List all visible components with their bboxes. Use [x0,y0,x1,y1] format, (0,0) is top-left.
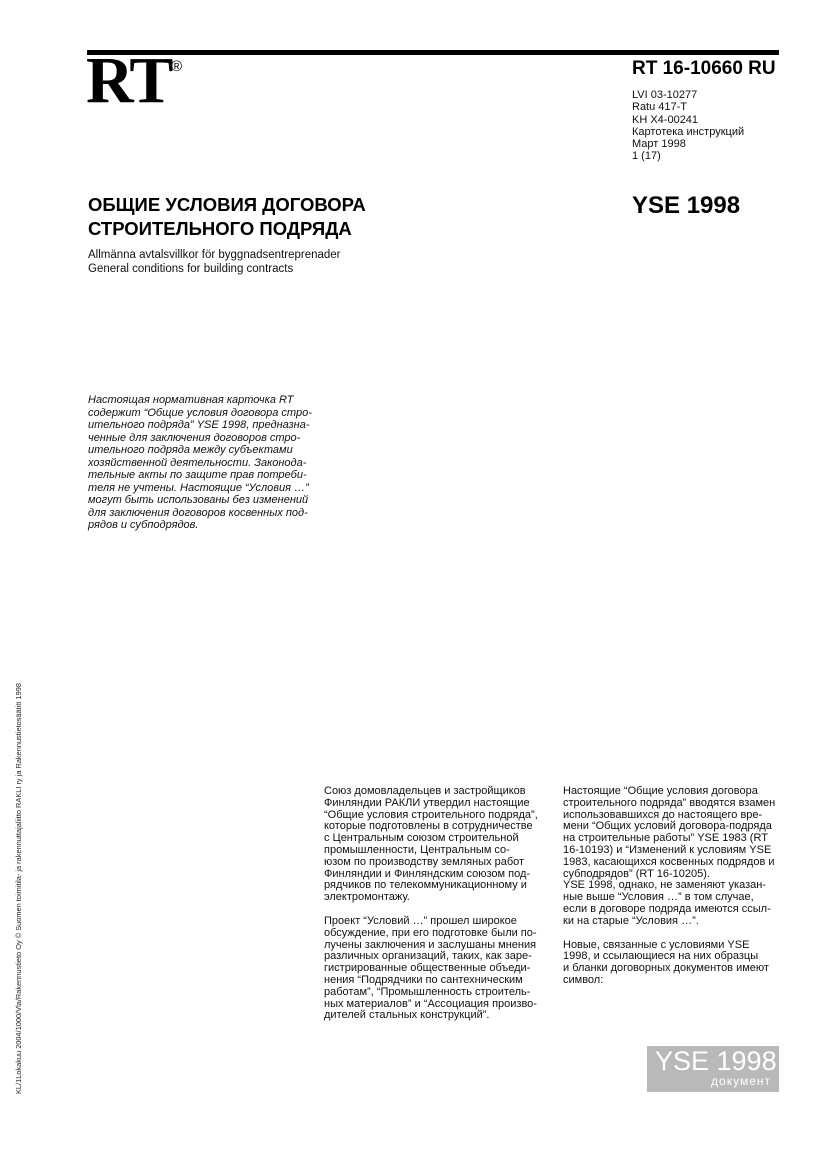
intro-line: ительного подряда между субъектами [88,444,293,456]
reference-list [632,89,744,163]
body-line: символ: [563,973,604,986]
body-line: 1998, и ссылающиеся на них образцы [563,950,759,963]
body-line: Новые, связанные с условиями YSE [563,938,750,951]
body-line: мени “Общих условий договора-подряда [563,820,772,833]
subtitle-english: General conditions for building contracts [88,262,294,275]
body-line: на строительные работы” YSE 1983 (RT [563,832,768,845]
copyright-side-note: KL/1Lokakuu 2004/1000/Vla/Rakennustieto Oy © Suomen toimitila- ja rakennuttajaliitto RAKLI ry ja Rakennustietosäätiö 1998 [14,683,23,1094]
body-line: “Общие условия строительного подряда”, [324,808,538,821]
intro-line: хозяйственной деятельности. Законода- [88,456,307,469]
body-line: строительного подряда” вводятся взамен [563,796,776,809]
body-line: промышленности, Центральным со- [324,843,510,856]
intro-line: ительного подряда” YSE 1998, предназна- [88,419,310,431]
ref-item: Картотека инструкций [632,125,745,138]
body-line: и бланки договорных документов имеют [563,962,769,975]
subtitle-swedish: Allmänna avtalsvillkor för byggnadsentreprenader [88,249,341,261]
intro-line: Настоящая нормативная карточка RT [88,394,294,406]
body-line: работам”, “Промышленность строитель- [324,985,531,998]
body-line: Проект “Условий …” прошел широкое [324,914,517,927]
ref-item: Март 1998 [632,138,686,151]
body-line: гистрированные общественные объеди- [324,962,531,975]
body-line: с Центральным союзом строительной [324,832,519,845]
title-line: СТРОИТЕЛЬНОГО ПОДРЯДА [88,218,352,239]
body-line: дителей стальных конструкций”. [324,1009,490,1022]
ref-item: LVI 03-10277 [632,89,698,101]
intro-line: содержит “Общие условия договора стро- [88,406,312,419]
body-column-right [563,786,775,987]
document-title [88,193,366,241]
body-line: юзом по производству земляных работ [324,855,525,868]
translated-titles [88,249,341,276]
body-line: Союз домовладельцев и застройщиков [324,785,526,797]
yse-code: YSE 1998 [632,192,741,219]
symbol-title: YSE 1998 [655,1046,777,1076]
intro-line: для заключения договоров косвенных под- [88,506,308,519]
body-line: лучены заключения и заслушаны мнения [324,938,537,951]
intro-line: тельные акты по защите прав потреби- [88,469,307,481]
body-line: рядчиков по телекоммуникационному и [324,879,527,892]
paragraph-gap [563,928,775,940]
intro-summary [88,394,313,532]
body-line: использовавшихся до настоящего вре- [563,808,763,821]
intro-line: могут быть использованы без изменений [88,494,309,506]
yse-document-symbol [647,1046,779,1092]
body-line: если в договоре подряда имеются ссыл- [563,902,771,915]
body-line: нения “Подрядчики по сантехническим [324,973,523,986]
top-rule [87,50,779,55]
body-column-left [324,786,538,1022]
title-line: ОБЩИЕ УСЛОВИЯ ДОГОВОРА [88,194,366,215]
body-line: Настоящие “Общие условия договора [563,785,758,797]
body-line: электромонтажу. [324,891,410,904]
registered-mark: ® [171,58,183,75]
ref-item: 1 (17) [632,150,661,163]
ref-item: Ratu 417-T [632,101,688,114]
body-line: 1983, касающихся косвенных подрядов и [563,855,775,868]
body-line: Финляндии РАКЛИ утвердил настоящие [324,796,530,809]
ref-item: KH X4-00241 [632,113,699,126]
body-line: ные выше “Условия …” в том случае, [563,891,754,904]
body-line: субподрядов” (RT 16-10205). [563,867,710,880]
symbol-subtitle: документ [711,1074,771,1088]
body-line: ных материалов” и “Ассоциация произво- [324,997,537,1010]
intro-line: теля не учтены. Настоящие “Условия …” [88,481,309,494]
rt-logo: RT [86,44,172,117]
body-line: обсуждение, при его подготовке были по- [324,926,537,939]
body-line: Финляндии и Финляндским союзом под- [324,867,531,880]
document-number: RT 16-10660 RU [632,58,776,79]
body-line: 16-10193) и “Изменений к условиям YSE [563,843,772,856]
intro-line: рядов и субподрядов. [88,519,199,531]
body-line: различных организаций, таких, как заре- [324,950,532,963]
body-line: ки на старые “Условия …”. [563,914,699,927]
intro-line: ченные для заключения договоров стро- [88,431,301,444]
body-line: YSE 1998, однако, не заменяют указан- [563,879,766,892]
body-line: которые подготовлены в сотрудничестве [324,820,533,833]
